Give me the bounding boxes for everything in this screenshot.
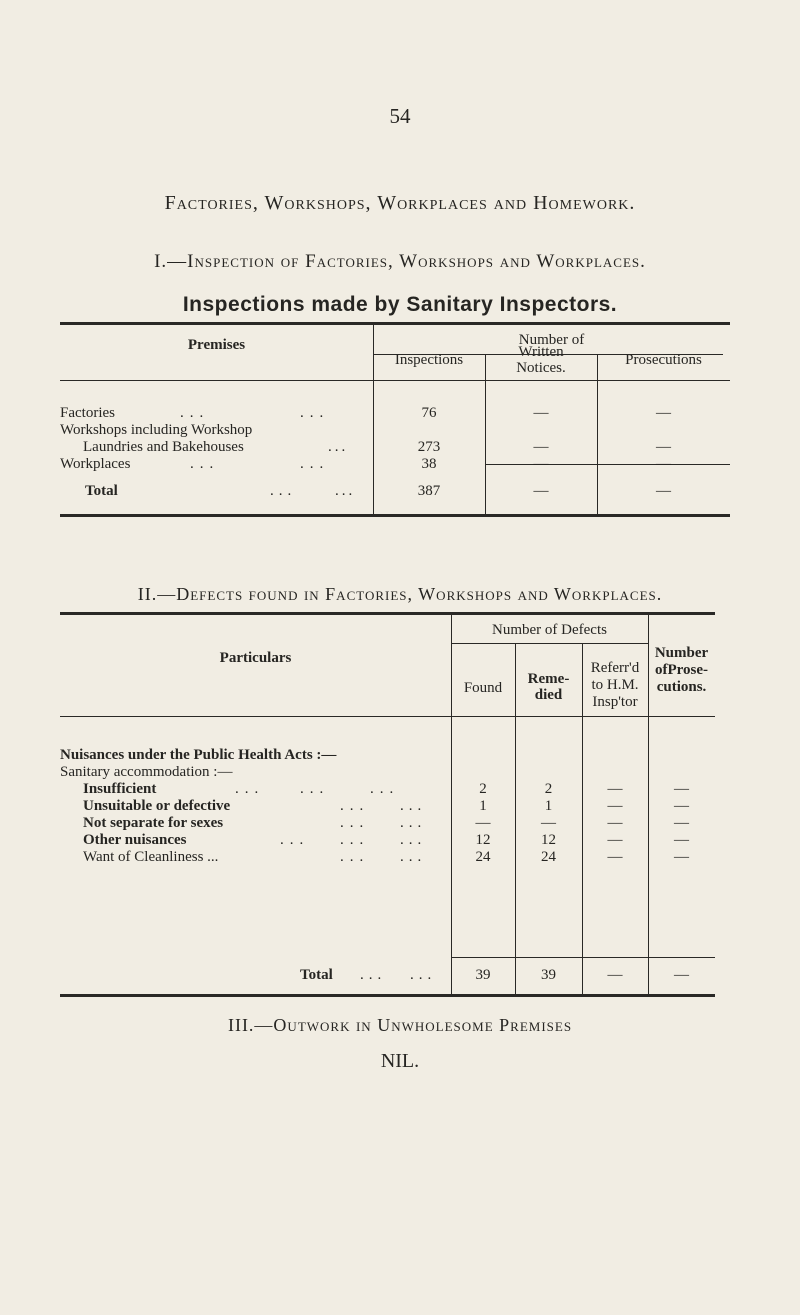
cell-referred: — <box>607 815 623 831</box>
group-heading: Nuisances under the Public Health Acts :— <box>60 747 337 763</box>
total-label: Total <box>300 967 333 983</box>
cell-inspections: 76 <box>421 405 437 421</box>
table2-header-rule <box>60 716 715 717</box>
leader-dots: ... <box>340 815 370 831</box>
cell-inspections: 273 <box>417 439 441 455</box>
header-number-of: Number of <box>518 332 585 348</box>
leader-dots: ... <box>235 781 265 797</box>
table1-header-rule <box>60 380 730 381</box>
leader-dots: ... <box>300 405 330 421</box>
header-written-notices-2: Notices. <box>516 360 566 376</box>
table1-bottom-rule <box>60 514 730 517</box>
cell-found: 12 <box>475 832 491 848</box>
cell-notices: — <box>533 439 549 455</box>
row-label: Workshops including Workshop <box>60 422 253 438</box>
cell-remedied: — <box>541 815 556 831</box>
leader-dots: ... <box>300 781 330 797</box>
cell-notices: — <box>533 456 549 472</box>
row-label: Workplaces <box>60 456 131 472</box>
row-label: Not separate for sexes <box>83 815 224 831</box>
cell-prosecutions: — <box>656 439 671 455</box>
total-referred: — <box>607 967 623 983</box>
total-label: Total <box>85 483 118 499</box>
cell-remedied: 2 <box>544 781 553 797</box>
row-label: Other nuisances <box>83 832 187 848</box>
page-number: 54 <box>389 104 411 128</box>
leader-dots: ... <box>180 405 210 421</box>
leader-dots: ... <box>340 832 370 848</box>
header-remedied-1: Reme- <box>527 671 570 687</box>
header-inspections: Inspections <box>394 352 464 368</box>
cell-found: 1 <box>479 798 487 814</box>
header-premises: Premises <box>187 337 246 353</box>
cell-remedied: 24 <box>541 849 556 865</box>
row-label: Want of Cleanliness ... <box>83 849 219 865</box>
section1-subtitle: Inspections made by Sanitary Inspectors. <box>182 293 618 316</box>
cell-prosecutions: — <box>656 405 671 421</box>
section2-title: II.—Defects found in Factories, Workshops and Workplaces. <box>137 584 663 604</box>
header-prosecutions-1: Number <box>654 645 709 661</box>
leader-dots: ... <box>370 781 400 797</box>
cell-notices: — <box>533 405 549 421</box>
table2-top-rule <box>60 612 715 615</box>
table1-top-rule <box>60 322 730 325</box>
main-title: Factories, Workshops, Workplaces and Homework. <box>164 192 636 214</box>
header-referred-3: Insp'tor <box>592 694 638 710</box>
header-particulars: Particulars <box>219 650 292 666</box>
row-label-continued: Laundries and Bakehouses <box>83 439 244 455</box>
section1-title: I.—Inspection of Factories, Workshops and Workplaces. <box>154 251 646 272</box>
cell-found: 2 <box>479 781 487 797</box>
leader-dots: ... <box>270 483 297 499</box>
table2-defects-rule <box>451 643 648 644</box>
cell-found: — <box>475 815 491 831</box>
table2-bottom-rule <box>60 994 715 997</box>
leader-dots: ... <box>340 798 370 814</box>
leader-dots: ... <box>280 832 310 848</box>
header-prosecutions-3: cutions. <box>656 679 707 695</box>
leader-dots: ... <box>360 967 387 983</box>
cell-prosecutions: — <box>656 456 671 472</box>
row-label: Factories <box>60 405 115 421</box>
header-referred-1: Referr'd <box>590 660 640 676</box>
cell-referred: — <box>607 798 623 814</box>
header-number-of-defects: Number of Defects <box>492 622 607 638</box>
leader-dots: ... <box>300 456 330 472</box>
cell-prosecutions: — <box>674 832 689 848</box>
header-remedied-2: died <box>534 687 563 703</box>
cell-prosecutions: — <box>674 815 689 831</box>
leader-dots: ... <box>400 798 427 814</box>
leader-dots: ... <box>400 849 427 865</box>
cell-prosecutions: — <box>674 849 689 865</box>
leader-dots: ... <box>335 483 356 499</box>
header-written-notices-1: Written <box>518 344 564 360</box>
row-label: Insufficient <box>83 781 157 797</box>
cell-referred: — <box>607 849 623 865</box>
header-prosecutions-2: ofProse- <box>654 662 709 678</box>
header-found: Found <box>463 680 503 696</box>
header-referred-2: to H.M. <box>591 677 639 693</box>
leader-dots: ... <box>190 456 220 472</box>
row-label: Unsuitable or defective <box>83 798 231 814</box>
cell-remedied: 12 <box>541 832 556 848</box>
header-prosecutions: Prosecutions <box>625 352 702 368</box>
total-inspections: 387 <box>417 483 441 499</box>
cell-prosecutions: — <box>674 798 689 814</box>
sub-heading: Sanitary accommodation :— <box>60 764 233 780</box>
cell-prosecutions: — <box>674 781 689 797</box>
total-found: 39 <box>475 967 491 983</box>
leader-dots: ... <box>328 439 349 455</box>
cell-remedied: 1 <box>544 798 553 814</box>
section3-body: NIL. <box>380 1050 420 1072</box>
leader-dots: ... <box>400 815 427 831</box>
total-prosecutions: — <box>656 483 671 499</box>
total-prosecutions: — <box>674 967 689 983</box>
cell-inspections: 38 <box>421 456 437 472</box>
leader-dots: ... <box>400 832 427 848</box>
leader-dots: ... <box>410 967 437 983</box>
total-remedied: 39 <box>541 967 556 983</box>
section3-title: III.—Outwork in Unwholesome Premises <box>227 1015 573 1035</box>
cell-referred: — <box>607 832 623 848</box>
cell-found: 24 <box>475 849 491 865</box>
total-notices: — <box>533 483 549 499</box>
leader-dots: ... <box>340 849 370 865</box>
table2-subtotal-rule <box>451 957 715 958</box>
cell-referred: — <box>607 781 623 797</box>
